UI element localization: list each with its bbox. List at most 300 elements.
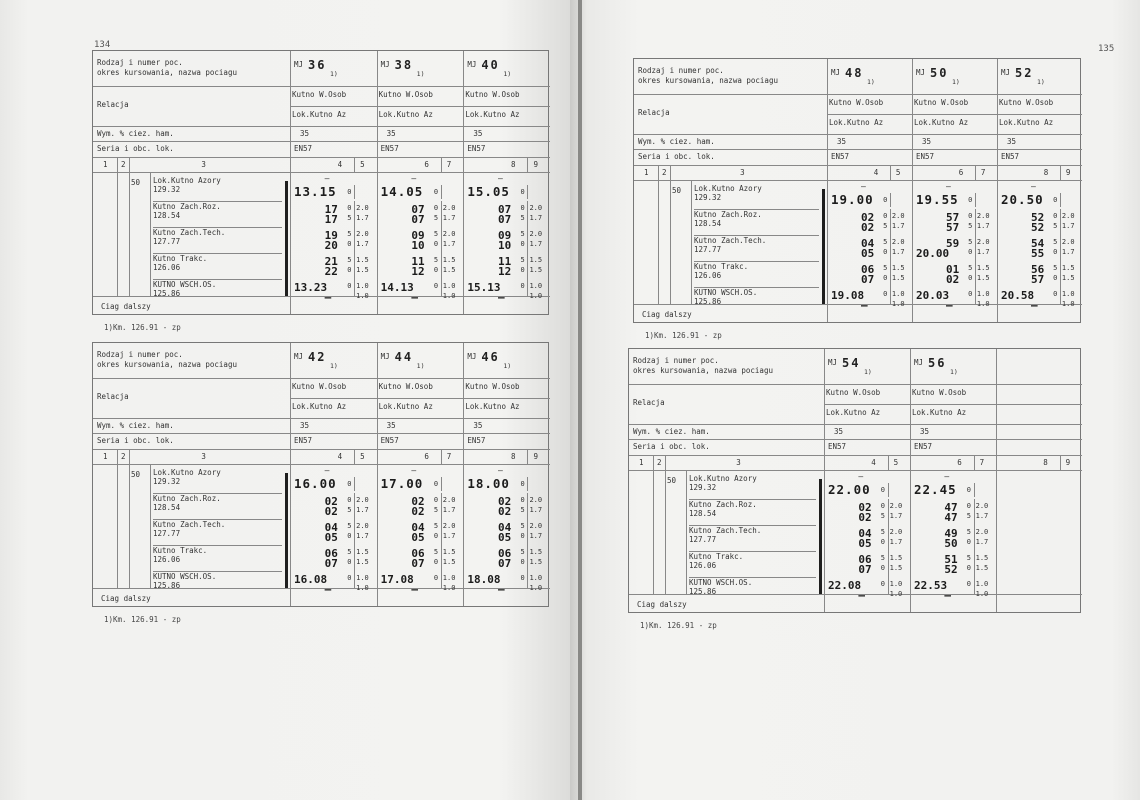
train-category: MJ bbox=[380, 352, 390, 361]
rule-line bbox=[354, 493, 355, 588]
rule-line bbox=[527, 449, 528, 464]
column-number: 1 bbox=[644, 168, 649, 177]
brake-percent: 35 bbox=[922, 137, 932, 146]
run-time: 1.0 bbox=[529, 282, 543, 290]
rule-line bbox=[441, 477, 442, 491]
arrival-time: 02 bbox=[498, 495, 512, 508]
column-number: 9 bbox=[1065, 458, 1071, 467]
departure-time: 10 bbox=[411, 239, 425, 252]
rule-line bbox=[93, 433, 550, 434]
rule-line bbox=[997, 59, 998, 304]
rule-line bbox=[527, 201, 528, 296]
station-name: KUTNO WSCH.OS. bbox=[153, 280, 217, 289]
departure-decimal: 0 bbox=[433, 480, 439, 488]
train-number: 40 bbox=[481, 58, 500, 72]
loco-series: EN57 bbox=[914, 442, 933, 451]
arrival-decimal: 5 bbox=[520, 256, 525, 264]
footnote-ref: 1) bbox=[1037, 78, 1045, 86]
rule-line bbox=[463, 51, 464, 296]
departure-time: 05 bbox=[861, 247, 875, 260]
departure-decimal: 0 bbox=[968, 274, 973, 282]
run-time: 1.0 bbox=[889, 580, 903, 588]
rule-line bbox=[441, 449, 442, 464]
run-time: 1.5 bbox=[889, 564, 903, 572]
run-time: 2.0 bbox=[1061, 238, 1075, 246]
departure-time: 19.55 bbox=[916, 192, 959, 207]
rule-line bbox=[1060, 193, 1061, 207]
footnote-ref: 1) bbox=[864, 368, 872, 376]
arrival-decimal: 5 bbox=[347, 256, 352, 264]
arrival-decimal: 5 bbox=[520, 230, 525, 238]
train-category: MJ bbox=[916, 68, 926, 77]
relation-from: Kutno W.Osob bbox=[999, 98, 1054, 107]
run-time: 2.0 bbox=[356, 496, 369, 504]
brake-percent: 35 bbox=[1007, 137, 1017, 146]
run-time: 1.7 bbox=[529, 532, 543, 540]
run-time: 2.0 bbox=[356, 204, 369, 212]
arrival-decimal: 0 bbox=[1053, 290, 1058, 298]
departure-decimal: 0 bbox=[520, 240, 525, 248]
arrival-time: 20.58 bbox=[1001, 289, 1035, 302]
brake-percent: 35 bbox=[300, 129, 310, 138]
departure-time: 20 bbox=[324, 239, 338, 252]
loco-series: EN57 bbox=[467, 144, 486, 153]
arrival-decimal: 5 bbox=[1053, 238, 1058, 246]
run-time: 2.0 bbox=[442, 496, 456, 504]
arrival-decimal: 5 bbox=[347, 230, 352, 238]
departure-time: — bbox=[858, 589, 866, 602]
rule-line bbox=[441, 157, 442, 172]
rule-line bbox=[670, 165, 671, 304]
arrival-time: 47 bbox=[944, 501, 958, 514]
run-time: 2.0 bbox=[529, 522, 543, 530]
departure-time: 02 bbox=[858, 511, 872, 524]
rule-line bbox=[824, 404, 1082, 405]
arrival-decimal: 0 bbox=[880, 502, 885, 510]
arrival-time: 04 bbox=[498, 521, 512, 534]
header-label-relacja: Relacja bbox=[97, 100, 129, 109]
rule-line bbox=[629, 470, 1082, 471]
run-time: 1.7 bbox=[442, 532, 456, 540]
arrival-decimal: 0 bbox=[347, 204, 352, 212]
arrival-dash: — bbox=[944, 472, 950, 481]
run-time: 2.0 bbox=[975, 502, 989, 510]
rule-line bbox=[463, 296, 464, 314]
rule-line bbox=[377, 51, 378, 296]
rule-line bbox=[290, 51, 291, 296]
column-number: 7 bbox=[979, 458, 985, 467]
brake-percent: 35 bbox=[473, 129, 483, 138]
route-bar bbox=[285, 473, 288, 588]
departure-decimal: 0 bbox=[968, 196, 973, 204]
loco-series: EN57 bbox=[831, 152, 850, 161]
rule-line bbox=[653, 455, 654, 594]
station-name: KUTNO WSCH.OS. bbox=[689, 578, 753, 587]
relation-to: Lok.Kutno Az bbox=[378, 402, 433, 411]
departure-decimal: 5 bbox=[520, 506, 525, 514]
station-name: Kutno Zach.Tech. bbox=[694, 236, 767, 245]
rule-line bbox=[890, 165, 891, 180]
loco-series: EN57 bbox=[294, 436, 313, 445]
header-label-okres: okres kursowania, nazwa pociagu bbox=[633, 366, 773, 375]
run-time: 2.0 bbox=[889, 502, 903, 510]
arrival-decimal: 0 bbox=[968, 212, 973, 220]
station-km: 125.86 bbox=[153, 289, 181, 298]
brake-percent: 35 bbox=[473, 421, 483, 430]
column-number: 6 bbox=[424, 452, 429, 461]
arrival-time: 09 bbox=[498, 229, 512, 242]
run-time: 2.0 bbox=[1061, 212, 1075, 220]
loco-series: EN57 bbox=[467, 436, 486, 445]
run-time: 1.0 bbox=[442, 584, 456, 592]
run-time: 1.7 bbox=[1061, 222, 1075, 230]
header-label-rodzaj: Rodzaj i numer poc. bbox=[97, 58, 183, 67]
run-time: 1.5 bbox=[976, 274, 990, 282]
arrival-decimal: 5 bbox=[520, 548, 525, 556]
rule-line bbox=[827, 304, 828, 322]
rule-line bbox=[634, 94, 1082, 95]
arrival-time: 21 bbox=[324, 255, 338, 268]
footnote-ref: 1) bbox=[950, 368, 958, 376]
arrival-decimal: 5 bbox=[883, 264, 888, 272]
train-number: 56 bbox=[928, 356, 947, 370]
arrival-time: 11 bbox=[498, 255, 512, 268]
run-time: 1.7 bbox=[1061, 248, 1075, 256]
train-number: 46 bbox=[481, 350, 500, 364]
rule-line bbox=[290, 398, 550, 399]
rule-line bbox=[354, 449, 355, 464]
arrival-decimal: 5 bbox=[433, 522, 439, 530]
rule-line bbox=[129, 157, 130, 296]
arrival-time: 20.03 bbox=[916, 289, 950, 302]
train-category: MJ bbox=[914, 358, 924, 367]
departure-time: 17.00 bbox=[380, 476, 424, 491]
arrival-time: 02 bbox=[411, 495, 425, 508]
rule-line bbox=[974, 483, 975, 497]
page-number-left: 134 bbox=[94, 40, 111, 50]
arrival-decimal: 5 bbox=[880, 528, 885, 536]
column-number: 8 bbox=[1043, 168, 1049, 177]
run-time: 2.0 bbox=[891, 238, 905, 246]
departure-decimal: 0 bbox=[347, 558, 352, 566]
timetable-table bbox=[92, 342, 549, 607]
arrival-decimal: 0 bbox=[966, 580, 971, 588]
column-number: 7 bbox=[446, 452, 452, 461]
rule-line bbox=[117, 157, 118, 296]
departure-decimal: 5 bbox=[966, 512, 971, 520]
train-category: MJ bbox=[831, 68, 841, 77]
departure-decimal: 5 bbox=[347, 214, 352, 222]
relation-from: Kutno W.Osob bbox=[914, 98, 969, 107]
header-label-seria: Seria i obc. lok. bbox=[633, 442, 710, 451]
departure-time: 52 bbox=[1031, 221, 1045, 234]
station-km: 128.54 bbox=[689, 509, 717, 518]
footnote-ref: 1) bbox=[867, 78, 875, 86]
run-time: 2.0 bbox=[529, 230, 543, 238]
arrival-dash: — bbox=[861, 182, 866, 191]
run-time: 1.5 bbox=[356, 266, 369, 274]
relation-from: Kutno W.Osob bbox=[378, 382, 433, 391]
departure-time: — bbox=[498, 291, 505, 304]
departure-time: 07 bbox=[324, 557, 338, 570]
run-time: 2.0 bbox=[442, 522, 456, 530]
column-number: 5 bbox=[360, 160, 365, 169]
departure-time: 10 bbox=[498, 239, 512, 252]
rule-line bbox=[93, 418, 550, 419]
departure-time: 22.00 bbox=[828, 482, 871, 497]
arrival-decimal: 0 bbox=[880, 580, 885, 588]
rule-line bbox=[888, 455, 889, 470]
rule-line bbox=[527, 493, 528, 588]
train-number: 38 bbox=[394, 58, 414, 72]
departure-decimal: 0 bbox=[347, 532, 352, 540]
rule-line bbox=[93, 378, 550, 379]
arrival-time: 07 bbox=[498, 203, 512, 216]
arrival-decimal: 0 bbox=[966, 502, 971, 510]
run-time: 1.0 bbox=[529, 574, 543, 582]
station-km: 125.86 bbox=[153, 581, 181, 590]
arrival-time: 51 bbox=[944, 553, 958, 566]
departure-decimal: 0 bbox=[347, 266, 352, 274]
column-number: 7 bbox=[980, 168, 986, 177]
rule-line bbox=[441, 201, 442, 296]
arrival-time: 59 bbox=[946, 237, 960, 250]
run-time: 2.0 bbox=[891, 212, 905, 220]
arrival-dash: — bbox=[1031, 182, 1036, 191]
column-number: 3 bbox=[201, 160, 206, 169]
arrival-time: 01 bbox=[946, 263, 960, 276]
column-number: 1 bbox=[639, 458, 644, 467]
header-label-rodzaj: Rodzaj i numer poc. bbox=[97, 350, 183, 359]
run-time: 1.5 bbox=[356, 558, 369, 566]
departure-decimal: 0 bbox=[433, 558, 439, 566]
arrival-decimal: 5 bbox=[968, 238, 973, 246]
departure-time: 52 bbox=[944, 563, 958, 576]
departure-decimal: 0 bbox=[1053, 274, 1058, 282]
column-number: 6 bbox=[957, 458, 962, 467]
departure-decimal: 5 bbox=[968, 222, 973, 230]
departure-time: 12 bbox=[411, 265, 425, 278]
header-label-wym: Wym. % ciez. ham. bbox=[633, 427, 710, 436]
km-marker: 50 bbox=[131, 470, 141, 479]
run-time: 1.7 bbox=[442, 506, 456, 514]
run-time: 1.5 bbox=[529, 558, 543, 566]
departure-decimal: 0 bbox=[347, 240, 352, 248]
timetable-table bbox=[92, 50, 549, 315]
run-time: 2.0 bbox=[889, 528, 903, 536]
column-number: 1 bbox=[103, 160, 108, 169]
train-number: 44 bbox=[394, 350, 414, 364]
book-spine bbox=[578, 0, 582, 800]
departure-decimal: 0 bbox=[1053, 248, 1058, 256]
relation-to: Lok.Kutno Az bbox=[292, 402, 347, 411]
rule-line bbox=[377, 296, 378, 314]
page-number-right: 135 bbox=[1098, 44, 1115, 54]
station-km: 126.06 bbox=[153, 263, 181, 272]
rule-line bbox=[974, 499, 975, 594]
footnote-ref: 1) bbox=[503, 362, 512, 370]
run-time: 1.0 bbox=[442, 292, 456, 300]
station-name: Kutno Zach.Roz. bbox=[694, 210, 762, 219]
rule-line bbox=[527, 477, 528, 491]
continuation-label: Ciag dalszy bbox=[642, 310, 692, 319]
continuation-label: Ciag dalszy bbox=[101, 594, 151, 603]
rule-line bbox=[658, 165, 659, 304]
arrival-decimal: 0 bbox=[520, 204, 525, 212]
train-number: 54 bbox=[842, 356, 861, 370]
arrival-time: 22.08 bbox=[828, 579, 862, 592]
rule-line bbox=[888, 483, 889, 497]
station-km: 127.77 bbox=[153, 237, 181, 246]
station-name: Lok.Kutno Azory bbox=[694, 184, 762, 193]
arrival-decimal: 0 bbox=[433, 496, 439, 504]
run-time: 1.7 bbox=[889, 512, 903, 520]
relation-from: Kutno W.Osob bbox=[292, 382, 347, 391]
departure-decimal: 5 bbox=[1053, 222, 1058, 230]
departure-decimal: 0 bbox=[520, 532, 525, 540]
column-number: 2 bbox=[121, 160, 126, 169]
arrival-decimal: 0 bbox=[433, 282, 439, 290]
train-category: MJ bbox=[294, 352, 304, 361]
departure-time: — bbox=[498, 583, 505, 596]
arrival-decimal: 5 bbox=[433, 548, 439, 556]
departure-decimal: 0 bbox=[880, 564, 885, 572]
train-number: 42 bbox=[308, 350, 327, 364]
rule-line bbox=[634, 165, 1082, 166]
rule-line bbox=[634, 134, 1082, 135]
arrival-time: 04 bbox=[858, 527, 872, 540]
arrival-time: 11 bbox=[411, 255, 425, 268]
column-number: 1 bbox=[103, 452, 108, 461]
rule-line bbox=[665, 455, 666, 594]
train-category: MJ bbox=[294, 60, 304, 69]
run-time: 1.7 bbox=[975, 512, 989, 520]
train-category: MJ bbox=[467, 352, 477, 361]
departure-time: 22 bbox=[324, 265, 338, 278]
brake-percent: 35 bbox=[837, 137, 847, 146]
run-time: 1.0 bbox=[975, 590, 989, 598]
arrival-decimal: 5 bbox=[347, 522, 352, 530]
run-time: 1.7 bbox=[356, 532, 369, 540]
run-time: 1.0 bbox=[356, 292, 369, 300]
rule-line bbox=[377, 343, 378, 588]
arrival-dash: — bbox=[324, 174, 330, 183]
run-time: 1.0 bbox=[1061, 290, 1075, 298]
relation-to: Lok.Kutno Az bbox=[912, 408, 967, 417]
rule-line bbox=[93, 172, 550, 173]
rule-line bbox=[629, 439, 1082, 440]
footnote-ref: 1) bbox=[416, 362, 425, 370]
rule-line bbox=[997, 304, 998, 322]
km-marker: 50 bbox=[672, 186, 682, 195]
run-time: 1.5 bbox=[356, 548, 369, 556]
run-time: 2.0 bbox=[529, 496, 543, 504]
departure-time: 07 bbox=[858, 563, 872, 576]
departure-time: 22.45 bbox=[914, 482, 957, 497]
relation-to: Lok.Kutno Az bbox=[465, 110, 520, 119]
departure-decimal: 0 bbox=[880, 538, 885, 546]
arrival-decimal: 0 bbox=[347, 574, 352, 582]
departure-time: 02 bbox=[324, 505, 338, 518]
departure-time: 07 bbox=[861, 273, 875, 286]
run-time: 1.7 bbox=[891, 248, 905, 256]
header-label-okres: okres kursowania, nazwa pociagu bbox=[97, 68, 237, 77]
station-km: 125.86 bbox=[689, 587, 717, 596]
rule-line bbox=[527, 185, 528, 199]
run-time: 1.0 bbox=[889, 590, 903, 598]
loco-series: EN57 bbox=[294, 144, 313, 153]
column-number: 8 bbox=[511, 452, 516, 461]
run-time: 1.0 bbox=[529, 584, 543, 592]
continuation-label: Ciag dalszy bbox=[637, 600, 687, 609]
train-category: MJ bbox=[828, 358, 838, 367]
departure-time: 02 bbox=[498, 505, 512, 518]
station-km: 129.32 bbox=[153, 477, 181, 486]
rule-line bbox=[996, 349, 997, 594]
station-km: 129.32 bbox=[689, 483, 717, 492]
arrival-decimal: 0 bbox=[520, 574, 525, 582]
rule-line bbox=[93, 157, 550, 158]
arrival-decimal: 5 bbox=[433, 230, 439, 238]
column-number: 9 bbox=[533, 452, 538, 461]
column-number: 4 bbox=[337, 452, 343, 461]
arrival-decimal: 5 bbox=[347, 548, 352, 556]
loco-series: EN57 bbox=[380, 436, 399, 445]
arrival-time: 02 bbox=[858, 501, 872, 514]
train-number: 48 bbox=[845, 66, 864, 80]
run-time: 2.0 bbox=[529, 204, 543, 212]
departure-time: 07 bbox=[411, 213, 425, 226]
rule-line bbox=[290, 588, 291, 606]
arrival-time: 09 bbox=[411, 229, 425, 242]
departure-time: 05 bbox=[498, 531, 512, 544]
run-time: 2.0 bbox=[975, 528, 989, 536]
rule-line bbox=[441, 493, 442, 588]
column-number: 5 bbox=[895, 168, 901, 177]
station-km: 128.54 bbox=[153, 211, 181, 220]
departure-decimal: 0 bbox=[433, 188, 439, 196]
run-time: 1.7 bbox=[356, 240, 369, 248]
brake-percent: 35 bbox=[386, 421, 396, 430]
departure-decimal: 0 bbox=[1053, 196, 1058, 204]
rule-line bbox=[888, 499, 889, 594]
run-time: 1.5 bbox=[891, 274, 905, 282]
arrival-time: 17.08 bbox=[380, 573, 414, 586]
station-name: Kutno Zach.Tech. bbox=[153, 228, 226, 237]
departure-decimal: 0 bbox=[347, 480, 352, 488]
arrival-time: 57 bbox=[946, 211, 960, 224]
arrival-time: 17 bbox=[324, 203, 338, 216]
run-time: 1.7 bbox=[529, 214, 543, 222]
rule-line bbox=[975, 165, 976, 180]
arrival-time: 06 bbox=[861, 263, 875, 276]
rule-line bbox=[634, 180, 1082, 181]
rule-line bbox=[910, 349, 911, 594]
departure-time: — bbox=[861, 299, 868, 312]
relation-to: Lok.Kutno Az bbox=[829, 118, 884, 127]
arrival-decimal: 0 bbox=[347, 282, 352, 290]
arrival-dash: — bbox=[498, 466, 503, 475]
run-time: 2.0 bbox=[356, 230, 369, 238]
run-time: 1.5 bbox=[529, 256, 543, 264]
header-label-seria: Seria i obc. lok. bbox=[638, 152, 715, 161]
arrival-decimal: 0 bbox=[968, 290, 973, 298]
header-label-wym: Wym. % ciez. ham. bbox=[97, 421, 174, 430]
station-name: Kutno Trakc. bbox=[153, 254, 208, 263]
rule-line bbox=[93, 464, 550, 465]
arrival-time: 19 bbox=[324, 229, 338, 242]
run-time: 1.5 bbox=[1061, 264, 1075, 272]
